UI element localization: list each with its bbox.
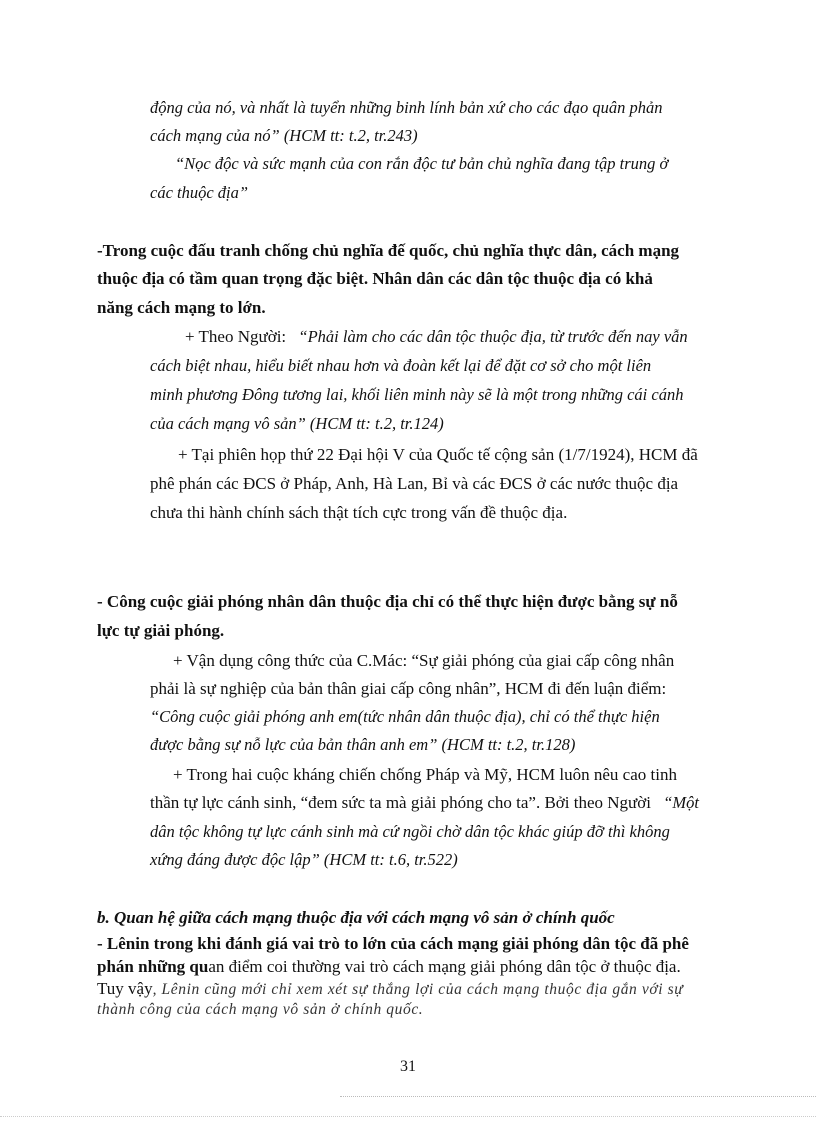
quote-text: “Một bbox=[663, 793, 699, 812]
spaced-italic-line: thành công của cách mạng vô sản ở chính quốc. bbox=[97, 1001, 424, 1018]
body-line: + Trong hai cuộc kháng chiến chống Pháp và Mỹ, HCM luôn nêu cao tinh bbox=[173, 765, 677, 784]
footer-dotted-rule bbox=[340, 1096, 816, 1097]
body-line: chưa thi hành chính sách thật tích cực trong vấn đề thuộc địa. bbox=[150, 503, 568, 522]
quote-line: xứng đáng được độc lập” (HCM tt: t.6, tr.522) bbox=[150, 850, 458, 869]
quote-line: cách mạng của nó” (HCM tt: t.2, tr.243) bbox=[150, 126, 418, 145]
body-line bbox=[97, 956, 681, 978]
thesis-line: năng cách mạng to lớn. bbox=[97, 298, 266, 317]
footer-dotted-rule bbox=[0, 1116, 816, 1117]
body-line: + Vận dụng công thức của C.Mác: “Sự giải phóng của giai cấp công nhân bbox=[173, 651, 675, 670]
body-line: phải là sự nghiệp của bản thân giai cấp công nhân”, HCM đi đến luận điểm: bbox=[150, 679, 667, 698]
body-line: + Tại phiên họp thứ 22 Đại hội V của Quốc tế cộng sản (1/7/1924), HCM đã bbox=[178, 445, 698, 464]
quote-line: các thuộc địa” bbox=[150, 183, 249, 202]
body-text: an điểm coi thường vai trò cách mạng giải phóng dân tộc ở thuộc địa. bbox=[208, 957, 681, 976]
quote-text: “Phải làm cho các dân tộc thuộc địa, từ trước đến nay vẫn bbox=[298, 327, 688, 346]
quote-line: dân tộc không tự lực cánh sinh mà cứ ngồi chờ dân tộc khác giúp đỡ thì không bbox=[150, 822, 670, 841]
quote-line: được bằng sự nỗ lực của bản thân anh em” (HCM tt: t.2, tr.128) bbox=[150, 735, 576, 754]
thesis-line: thuộc địa có tầm quan trọng đặc biệt. Nhân dân các dân tộc thuộc địa có khả bbox=[97, 269, 653, 288]
body-line bbox=[185, 326, 688, 348]
quote-line: minh phương Đông tương lai, khối liên minh này sẽ là một trong những cái cánh bbox=[150, 385, 684, 404]
body-line bbox=[150, 792, 699, 814]
thesis-line: - Lênin trong khi đánh giá vai trò to lớn của cách mạng giải phóng dân tộc đã phê bbox=[97, 934, 689, 953]
thesis-line: -Trong cuộc đấu tranh chống chủ nghĩa đế quốc, chủ nghĩa thực dân, cách mạng bbox=[97, 241, 680, 260]
quote-line: động của nó, và nhất là tuyển những binh lính bản xứ cho các đạo quân phản bbox=[150, 98, 663, 117]
lead-text: + Theo Người: bbox=[185, 327, 287, 346]
spaced-italic-text: , Lênin cũng mới chỉ xem xét sự thắng lợi của cách mạng thuộc địa gắn với sự bbox=[152, 981, 684, 998]
body-text: Tuy vậy bbox=[97, 979, 153, 998]
quote-line: của cách mạng vô sản” (HCM tt: t.2, tr.124) bbox=[150, 414, 444, 433]
body-text: thần tự lực cánh sinh, “đem sức ta mà giải phóng cho ta”. Bởi theo Người bbox=[150, 793, 651, 812]
quote-line: cách biệt nhau, hiểu biết nhau hơn và đoàn kết lại để đặt cơ sở cho một liên bbox=[150, 356, 652, 375]
thesis-line: - Công cuộc giải phóng nhân dân thuộc địa chỉ có thể thực hiện được bằng sự nỗ bbox=[97, 592, 678, 611]
body-line: phê phán các ĐCS ở Pháp, Anh, Hà Lan, Bỉ và các ĐCS ở các nước thuộc địa bbox=[150, 474, 679, 493]
body-line bbox=[97, 978, 683, 1001]
bold-text: phán những qu bbox=[97, 957, 209, 976]
page-number: 31 bbox=[400, 1058, 416, 1075]
section-heading: b. Quan hệ giữa cách mạng thuộc địa với cách mạng vô sản ở chính quốc bbox=[97, 908, 615, 927]
thesis-line: lực tự giải phóng. bbox=[97, 621, 225, 640]
quote-line: “Công cuộc giải phóng anh em(tức nhân dân thuộc địa), chỉ có thể thực hiện bbox=[150, 707, 660, 726]
quote-line: “Nọc độc và sức mạnh của con rắn độc tư bản chủ nghĩa đang tập trung ở bbox=[175, 154, 669, 173]
